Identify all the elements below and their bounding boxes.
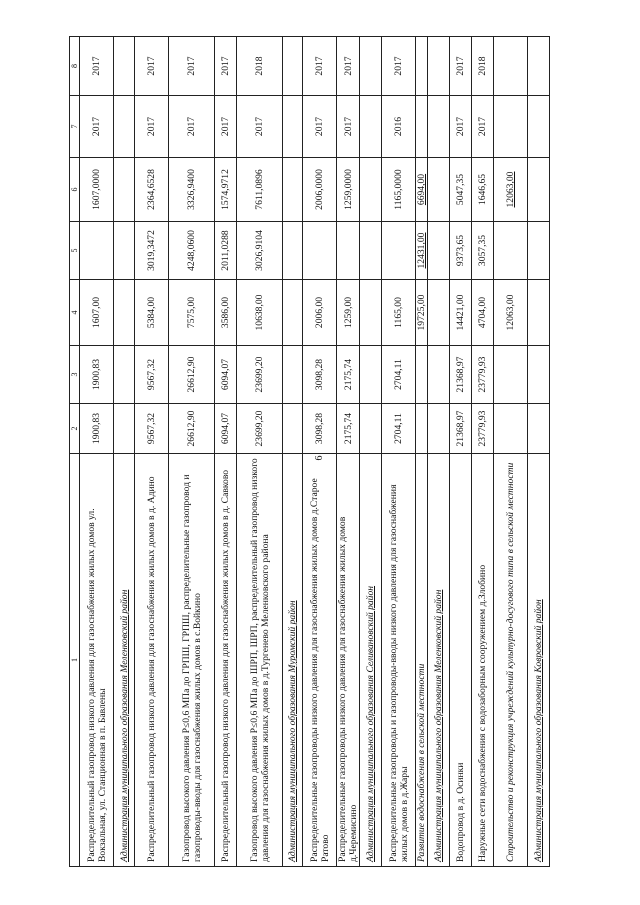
cell-c6: 1259,0000 xyxy=(337,158,360,222)
cell-c3 xyxy=(360,346,382,404)
cell-c3: 2704,11 xyxy=(382,346,416,404)
cell-c3: 9567,32 xyxy=(135,346,169,404)
cell-c2 xyxy=(114,404,135,454)
table-row xyxy=(237,37,283,867)
cell-c5 xyxy=(283,222,303,280)
cell-c6 xyxy=(360,158,382,222)
cell-c3 xyxy=(114,346,135,404)
cell-c2: 23699,20 xyxy=(237,404,283,454)
cell-c7: 2017 xyxy=(169,96,215,158)
cell-c3 xyxy=(416,346,428,404)
cell-c8 xyxy=(428,37,450,96)
cell-c6: 1646,65 xyxy=(472,158,494,222)
cell-c2: 2175,74 xyxy=(337,404,360,454)
cell-c6 xyxy=(528,158,550,222)
section-row xyxy=(114,37,135,867)
cell-c8 xyxy=(114,37,135,96)
cell-c3: 6094,07 xyxy=(215,346,237,404)
cell-c2 xyxy=(416,404,428,454)
cell-c5: 4248,0600 xyxy=(169,222,215,280)
row-name: Газопровод высокого давления Р≤0,6 МПа до ГРПШ, ГРПШ, распределительные газопровод и газопроводы-вводы для газоснабжения жилых домов в с.Войкино xyxy=(169,454,215,867)
row-name: Распределительные газопроводы низкого давления для газоснабжения жилых домов д.Черемисино xyxy=(337,454,360,867)
cell-c5: 9373,65 xyxy=(450,222,472,280)
column-number: 4 xyxy=(70,280,80,346)
cell-c5 xyxy=(528,222,550,280)
table-row xyxy=(169,37,215,867)
cell-c7 xyxy=(494,96,528,158)
cell-c5 xyxy=(337,222,360,280)
cell-c8: 2017 xyxy=(382,37,416,96)
table-row xyxy=(80,37,114,867)
table-row xyxy=(135,37,169,867)
cell-c8: 2017 xyxy=(337,37,360,96)
cell-c3: 21368,97 xyxy=(450,346,472,404)
cell-c2: 1900,83 xyxy=(80,404,114,454)
cell-c3: 23779,93 xyxy=(472,346,494,404)
table-row xyxy=(215,37,237,867)
cell-c3 xyxy=(494,346,528,404)
cell-c6: 1607,0000 xyxy=(80,158,114,222)
cell-c3 xyxy=(283,346,303,404)
cell-c7: 2017 xyxy=(215,96,237,158)
column-number-row xyxy=(70,37,80,867)
row-name: Наружные сети водоснабжения с водозаборным сооружением д.Злобино xyxy=(472,454,494,867)
section-title: Администрация муниципального образования Муромский район xyxy=(283,454,303,867)
cell-c8 xyxy=(416,37,428,96)
section-title: Администрация муниципального образования Селивановский район xyxy=(360,454,382,867)
table-row xyxy=(450,37,472,867)
column-number: 6 xyxy=(70,158,80,222)
cell-c6: 12063,00 xyxy=(494,158,528,222)
cell-c8: 2017 xyxy=(303,37,337,96)
cell-c5: 2011,0288 xyxy=(215,222,237,280)
section-row xyxy=(528,37,550,867)
cell-c4: 4704,00 xyxy=(472,280,494,346)
cell-c4: 3586,00 xyxy=(215,280,237,346)
row-name: Распределительные газопроводы низкого давления для газоснабжения жилых домов д.Старое Ратово xyxy=(303,454,337,867)
cell-c4: 10638,00 xyxy=(237,280,283,346)
cell-c5: 12431,00 xyxy=(416,222,428,280)
row-name: Газопровод высокого давления Р≤0,6 МПа до ШРП, ШРП, распределительный газопровод низкого давления для газоснабжения жилых домов в д.Тургенево Меленковского района xyxy=(237,454,283,867)
section-title: Администрация муниципального образования Меленковский район xyxy=(428,454,450,867)
cell-c2: 21368,97 xyxy=(450,404,472,454)
row-name: Распределительные газопроводы и газопроводы-вводы низкого давления для газоснабжения жилых домов в д.Жары xyxy=(382,454,416,867)
cell-c7: 2017 xyxy=(303,96,337,158)
cell-c5 xyxy=(114,222,135,280)
cell-c5: 3019,3472 xyxy=(135,222,169,280)
cell-c4 xyxy=(428,280,450,346)
cell-c8: 2018 xyxy=(237,37,283,96)
rotated-page xyxy=(69,37,571,867)
cell-c6: 1165,0000 xyxy=(382,158,416,222)
cell-c8 xyxy=(528,37,550,96)
cell-c4 xyxy=(114,280,135,346)
cell-c6: 5047,35 xyxy=(450,158,472,222)
table-row xyxy=(472,37,494,867)
column-number: 2 xyxy=(70,404,80,454)
cell-c7: 2017 xyxy=(450,96,472,158)
cell-c4 xyxy=(360,280,382,346)
subtotal-row xyxy=(416,37,428,867)
cell-c3: 1900,83 xyxy=(80,346,114,404)
cell-c2: 26612,90 xyxy=(169,404,215,454)
program-table xyxy=(69,36,550,867)
cell-c2: 3098,28 xyxy=(303,404,337,454)
cell-c8: 2017 xyxy=(450,37,472,96)
section-title: Администрация муниципального образования Ковровский район xyxy=(528,454,550,867)
cell-c3: 3098,28 xyxy=(303,346,337,404)
column-number: 7 xyxy=(70,96,80,158)
cell-c8 xyxy=(283,37,303,96)
cell-c6 xyxy=(114,158,135,222)
cell-c7: 2017 xyxy=(472,96,494,158)
row-name: Развитие водоснабжения в сельской местности xyxy=(416,454,428,867)
cell-c5 xyxy=(428,222,450,280)
cell-c6: 7611,0896 xyxy=(237,158,283,222)
cell-c5: 3026,9104 xyxy=(237,222,283,280)
cell-c7: 2017 xyxy=(237,96,283,158)
cell-c5 xyxy=(303,222,337,280)
row-name: Распределительный газопровод низкого давления для газоснабжения жилых домов в д. Савково xyxy=(215,454,237,867)
cell-c6: 3326,9400 xyxy=(169,158,215,222)
cell-c4: 1165,00 xyxy=(382,280,416,346)
cell-c7 xyxy=(283,96,303,158)
cell-c4: 19725,00 xyxy=(416,280,428,346)
cell-c7 xyxy=(528,96,550,158)
cell-c4: 12063,00 xyxy=(494,280,528,346)
subtotal-row xyxy=(494,37,528,867)
cell-c4: 7575,00 xyxy=(169,280,215,346)
cell-c4: 2006,00 xyxy=(303,280,337,346)
cell-c2 xyxy=(360,404,382,454)
cell-c8: 2017 xyxy=(215,37,237,96)
section-title: Администрация муниципального образования Меленковский район xyxy=(114,454,135,867)
cell-c4: 1607,00 xyxy=(80,280,114,346)
cell-c2 xyxy=(428,404,450,454)
cell-c2 xyxy=(494,404,528,454)
cell-c5 xyxy=(382,222,416,280)
cell-c7 xyxy=(428,96,450,158)
cell-c2: 2704,11 xyxy=(382,404,416,454)
section-row xyxy=(360,37,382,867)
cell-c3: 26612,90 xyxy=(169,346,215,404)
cell-c4: 1259,00 xyxy=(337,280,360,346)
cell-c5 xyxy=(80,222,114,280)
cell-c2: 6094,07 xyxy=(215,404,237,454)
cell-c7 xyxy=(360,96,382,158)
cell-c8: 2017 xyxy=(169,37,215,96)
row-name: Распределительный газопровод низкого давления для газоснабжения жилых домов в д. Адино xyxy=(135,454,169,867)
cell-c5 xyxy=(360,222,382,280)
cell-c3: 23699,20 xyxy=(237,346,283,404)
cell-c6 xyxy=(283,158,303,222)
cell-c7: 2016 xyxy=(382,96,416,158)
cell-c4 xyxy=(283,280,303,346)
cell-c3: 2175,74 xyxy=(337,346,360,404)
cell-c7 xyxy=(114,96,135,158)
cell-c2 xyxy=(283,404,303,454)
row-name: Строительство и реконструкция учреждений культурно-досугового типа в сельской местности xyxy=(494,454,528,867)
row-name: Распределительный газопровод низкого давления для газоснабжения жилых домов ул. Вокзальная, ул. Станционная в п. Бавлены xyxy=(80,454,114,867)
column-number: 1 xyxy=(70,454,80,867)
cell-c8 xyxy=(494,37,528,96)
cell-c4: 14421,00 xyxy=(450,280,472,346)
section-row xyxy=(428,37,450,867)
cell-c7 xyxy=(416,96,428,158)
cell-c7: 2017 xyxy=(135,96,169,158)
cell-c6: 2364,6528 xyxy=(135,158,169,222)
cell-c6: 2006,0000 xyxy=(303,158,337,222)
cell-c4: 5384,00 xyxy=(135,280,169,346)
cell-c2 xyxy=(528,404,550,454)
column-number: 3 xyxy=(70,346,80,404)
cell-c4 xyxy=(528,280,550,346)
cell-c8: 2018 xyxy=(472,37,494,96)
cell-c7: 2017 xyxy=(337,96,360,158)
cell-c3 xyxy=(428,346,450,404)
cell-c2: 9567,32 xyxy=(135,404,169,454)
table-row xyxy=(303,37,337,867)
cell-c7: 2017 xyxy=(80,96,114,158)
cell-c8: 2017 xyxy=(80,37,114,96)
page-number: 6 xyxy=(314,455,325,461)
cell-c6: 1574,9712 xyxy=(215,158,237,222)
row-name: Водопровод в д. Осинки xyxy=(450,454,472,867)
table-row xyxy=(337,37,360,867)
column-number: 5 xyxy=(70,222,80,280)
cell-c5 xyxy=(494,222,528,280)
cell-c3 xyxy=(528,346,550,404)
cell-c8: 2017 xyxy=(135,37,169,96)
section-row xyxy=(283,37,303,867)
cell-c8 xyxy=(360,37,382,96)
cell-c5: 3057,35 xyxy=(472,222,494,280)
cell-c6: 6694,00 xyxy=(416,158,428,222)
cell-c2: 23779,93 xyxy=(472,404,494,454)
cell-c6 xyxy=(428,158,450,222)
table-row xyxy=(382,37,416,867)
column-number: 8 xyxy=(70,37,80,96)
